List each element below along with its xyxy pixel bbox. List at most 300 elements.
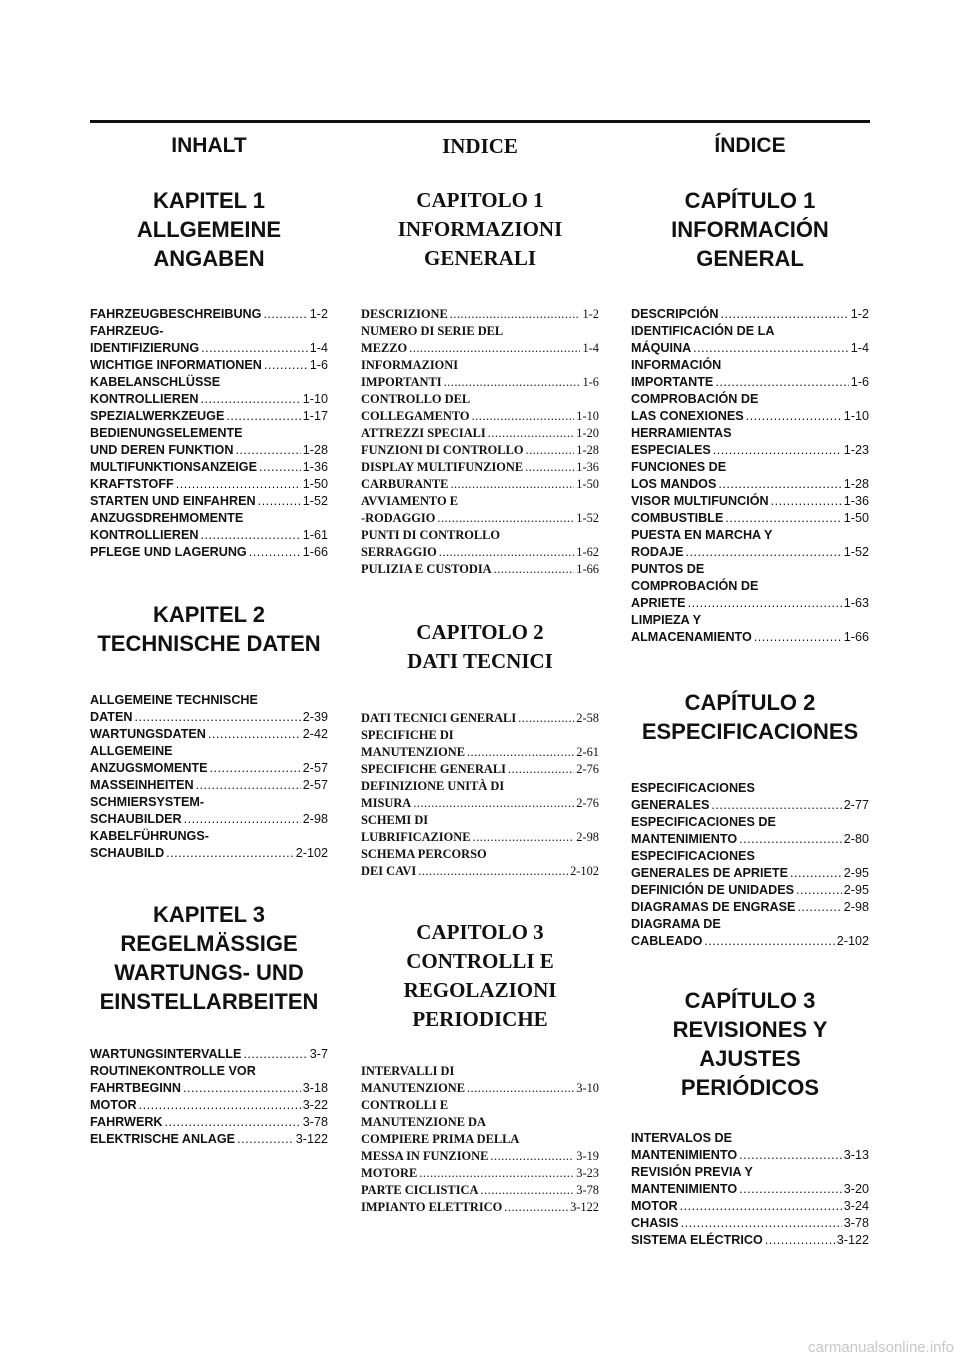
entry-row bbox=[90, 1097, 328, 1114]
entry-row bbox=[90, 391, 328, 408]
dot-leader bbox=[413, 795, 574, 812]
entry-title-line: APRIETE bbox=[631, 596, 686, 610]
dot-leader bbox=[419, 1165, 574, 1182]
entry-title-line: ESPECIFICACIONES bbox=[631, 849, 755, 863]
column-header: INHALT bbox=[171, 134, 247, 157]
toc-entry[interactable] bbox=[631, 510, 869, 527]
toc-entry[interactable] bbox=[631, 916, 869, 950]
page-number: 1-28 bbox=[843, 477, 869, 491]
entry-title-line: AVVIAMENTO E bbox=[361, 494, 458, 508]
entry-title-line: RODAJE bbox=[631, 545, 684, 559]
toc-entry[interactable] bbox=[90, 476, 328, 493]
entry-title-line: CONTROLLO DEL bbox=[361, 392, 471, 406]
entry-title-line: SCHAUBILDER bbox=[90, 812, 182, 826]
entry-title-line: MANTENIMIENTO bbox=[631, 1148, 738, 1162]
entry-row bbox=[631, 899, 869, 916]
toc-entry[interactable] bbox=[90, 726, 328, 743]
entry-title-line: CHASIS bbox=[631, 1216, 679, 1230]
dot-leader bbox=[467, 1080, 574, 1097]
entry-row bbox=[361, 510, 599, 527]
toc-entry[interactable] bbox=[361, 1097, 599, 1165]
toc-entry[interactable] bbox=[361, 812, 599, 846]
toc-entry[interactable] bbox=[361, 1182, 599, 1199]
entry-row bbox=[631, 933, 869, 950]
toc-entry[interactable] bbox=[90, 692, 328, 726]
entry-title-line: WARTUNGSINTERVALLE bbox=[90, 1047, 242, 1061]
toc-entry[interactable] bbox=[361, 442, 599, 459]
entry-title-line: KONTROLLIEREN bbox=[90, 392, 199, 406]
chapter-title-line: CAPÍTULO 3 bbox=[684, 988, 816, 1013]
column-spanish bbox=[631, 128, 869, 1247]
entry-row bbox=[631, 629, 869, 646]
toc-entry[interactable] bbox=[90, 794, 328, 828]
chapter-title bbox=[90, 600, 328, 658]
entry-title-line: PULIZIA E CUSTODIA bbox=[361, 562, 492, 576]
entry-title-line: MANTENIMIENTO bbox=[631, 1182, 738, 1196]
dot-leader bbox=[439, 544, 575, 561]
entry-title-line: PARTE CICLISTICA bbox=[361, 1183, 479, 1197]
entry-title-line: MESSA IN FUNZIONE bbox=[361, 1149, 489, 1163]
page-number: 1-50 bbox=[302, 477, 328, 491]
entry-title-line: WARTUNGSDATEN bbox=[90, 727, 206, 741]
entry-row bbox=[90, 459, 328, 476]
column-german bbox=[90, 128, 328, 1146]
entry-title-line: COMPIERE PRIMA DELLA bbox=[361, 1132, 520, 1146]
toc-entry[interactable] bbox=[90, 743, 328, 777]
chapter-title-line: ANGABEN bbox=[153, 246, 265, 271]
dot-leader bbox=[713, 442, 842, 459]
entry-row bbox=[90, 1131, 328, 1148]
dot-leader bbox=[201, 340, 308, 357]
dot-leader bbox=[725, 510, 841, 527]
toc-entry[interactable] bbox=[361, 846, 599, 880]
toc-entry[interactable] bbox=[631, 1232, 869, 1249]
dot-leader bbox=[259, 459, 301, 476]
dot-leader bbox=[680, 1198, 842, 1215]
entry-title-line: MANUTENZIONE DA bbox=[361, 1115, 486, 1129]
page-number: 1-36 bbox=[576, 460, 599, 474]
page-number: 1-66 bbox=[302, 545, 328, 559]
dot-leader bbox=[196, 777, 301, 794]
entry-title-line: FAHRZEUG- bbox=[90, 324, 164, 338]
entry-title-line: ALMACENAMIENTO bbox=[631, 630, 752, 644]
entry-title-line: SPECIFICHE DI bbox=[361, 728, 454, 742]
dot-leader bbox=[243, 1046, 307, 1063]
toc-entry[interactable] bbox=[90, 459, 328, 476]
toc-entry[interactable] bbox=[90, 357, 328, 374]
dot-leader bbox=[490, 1148, 574, 1165]
entry-title-line: SCHEMI DI bbox=[361, 813, 429, 827]
entry-title-line: SCHAUBILD bbox=[90, 846, 165, 860]
page-number: 2-58 bbox=[576, 711, 599, 725]
page-number: 1-2 bbox=[309, 307, 328, 321]
entry-title-line: BEDIENUNGSELEMENTE bbox=[90, 426, 243, 440]
toc-entry[interactable] bbox=[361, 710, 599, 727]
entry-title-line: NUMERO DI SERIE DEL bbox=[361, 324, 504, 338]
dot-leader bbox=[518, 710, 574, 727]
entry-title-line: LUBRIFICAZIONE bbox=[361, 830, 471, 844]
dot-leader bbox=[263, 306, 307, 323]
entry-title-line: PUNTOS DE bbox=[631, 562, 705, 576]
entry-title-line: COMPROBACIÓN DE bbox=[631, 579, 759, 593]
chapter-title-line: KAPITEL 3 bbox=[152, 902, 266, 927]
chapter-title-line: WARTUNGS- UND bbox=[114, 960, 304, 985]
toc-entry[interactable] bbox=[361, 493, 599, 527]
entry-row bbox=[361, 459, 599, 476]
page-number: 2-77 bbox=[843, 798, 869, 812]
entry-row bbox=[361, 863, 599, 880]
entry-title-line: MASSEINHEITEN bbox=[90, 778, 194, 792]
dot-leader bbox=[688, 595, 842, 612]
chapter-title-line: CAPITOLO 1 bbox=[416, 188, 544, 212]
entry-row bbox=[631, 1181, 869, 1198]
dot-leader bbox=[790, 865, 842, 882]
page-number: 1-6 bbox=[582, 375, 599, 389]
toc-entry[interactable] bbox=[361, 323, 599, 357]
chapter-title-line: KAPITEL 2 bbox=[152, 602, 266, 627]
chapter-title bbox=[90, 186, 328, 273]
dot-leader bbox=[183, 1080, 301, 1097]
entry-title-line: COMPROBACIÓN DE bbox=[631, 392, 759, 406]
entry-title-line: FUNZIONI DI CONTROLLO bbox=[361, 443, 524, 457]
toc-entry[interactable] bbox=[631, 1198, 869, 1215]
page-number: 1-52 bbox=[843, 545, 869, 559]
toc-entry[interactable] bbox=[90, 544, 328, 561]
toc-entry[interactable] bbox=[361, 1199, 599, 1216]
dot-leader bbox=[235, 442, 300, 459]
dot-leader bbox=[249, 544, 301, 561]
watermark: carmanualsonline.info bbox=[808, 1339, 954, 1356]
toc-list bbox=[90, 692, 328, 862]
entry-row bbox=[90, 408, 328, 425]
entry-title-line: INFORMACIÓN bbox=[631, 358, 722, 372]
toc-entry[interactable] bbox=[90, 408, 328, 425]
entry-row bbox=[90, 777, 328, 794]
dot-leader bbox=[134, 709, 300, 726]
toc-entry[interactable] bbox=[631, 882, 869, 899]
dot-leader bbox=[739, 831, 842, 848]
dot-leader bbox=[184, 811, 301, 828]
page-number: 2-76 bbox=[576, 762, 599, 776]
entry-row bbox=[90, 1046, 328, 1063]
entry-row bbox=[361, 761, 599, 778]
dot-leader bbox=[166, 845, 294, 862]
page-number: 1-4 bbox=[309, 341, 328, 355]
toc-entry[interactable] bbox=[361, 561, 599, 578]
entry-title-line: DESCRIZIONE bbox=[361, 307, 448, 321]
dot-leader bbox=[418, 863, 568, 880]
toc-entry[interactable] bbox=[631, 493, 869, 510]
top-rule bbox=[90, 120, 870, 123]
dot-leader bbox=[494, 561, 575, 578]
entry-title-line: ALLGEMEINE bbox=[90, 744, 173, 758]
toc-list bbox=[631, 780, 869, 950]
page-number: 1-6 bbox=[850, 375, 869, 389]
toc-entry[interactable] bbox=[361, 727, 599, 761]
dot-leader bbox=[525, 459, 574, 476]
toc-entry[interactable] bbox=[631, 459, 869, 493]
dot-leader bbox=[210, 760, 301, 777]
entry-row bbox=[90, 442, 328, 459]
chapter-title-line: GENERAL bbox=[696, 246, 804, 271]
page-number: 3-18 bbox=[302, 1081, 328, 1095]
page-number: 2-57 bbox=[302, 761, 328, 775]
page-number: 1-20 bbox=[576, 426, 599, 440]
entry-title-line: LAS CONEXIONES bbox=[631, 409, 744, 423]
entry-title-line: SCHEMA PERCORSO bbox=[361, 847, 487, 861]
entry-title-line: MANTENIMIENTO bbox=[631, 832, 738, 846]
toc-entry[interactable] bbox=[631, 1215, 869, 1232]
entry-title-line: DIAGRAMA DE bbox=[631, 917, 721, 931]
entry-title-line: INTERVALLI DI bbox=[361, 1064, 455, 1078]
toc-entry[interactable] bbox=[361, 357, 599, 391]
toc-entry[interactable] bbox=[631, 848, 869, 882]
dot-leader bbox=[715, 374, 848, 391]
toc-entry[interactable] bbox=[631, 425, 869, 459]
entry-row bbox=[631, 510, 869, 527]
dot-leader bbox=[437, 510, 574, 527]
entry-row bbox=[361, 561, 599, 578]
page-number: 1-63 bbox=[843, 596, 869, 610]
entry-title-line: INTERVALOS DE bbox=[631, 1131, 732, 1145]
entry-row bbox=[361, 1199, 599, 1216]
entry-row bbox=[90, 544, 328, 561]
toc-entry[interactable] bbox=[631, 780, 869, 814]
toc-entry[interactable] bbox=[90, 323, 328, 357]
entry-title-line: IMPORTANTE bbox=[631, 375, 714, 389]
entry-row bbox=[90, 340, 328, 357]
page-number: 2-98 bbox=[576, 830, 599, 844]
page-number: 3-22 bbox=[302, 1098, 328, 1112]
entry-row bbox=[361, 795, 599, 812]
page-number: 3-78 bbox=[302, 1115, 328, 1129]
page-number: 3-19 bbox=[576, 1149, 599, 1163]
toc-entry[interactable] bbox=[90, 777, 328, 794]
page-number: 2-57 bbox=[302, 778, 328, 792]
entry-title-line: MISURA bbox=[361, 796, 412, 810]
page-number: 1-2 bbox=[850, 307, 869, 321]
dot-leader bbox=[264, 357, 308, 374]
entry-title-line: SPECIFICHE GENERALI bbox=[361, 762, 506, 776]
dot-leader bbox=[237, 1131, 294, 1148]
entry-row bbox=[361, 340, 599, 357]
column-header: INDICE bbox=[442, 134, 518, 158]
entry-title-line: IDENTIFIZIERUNG bbox=[90, 341, 200, 355]
toc-entry[interactable] bbox=[361, 1063, 599, 1097]
entry-row bbox=[631, 476, 869, 493]
page-number: 1-28 bbox=[576, 443, 599, 457]
column-header: ÍNDICE bbox=[714, 134, 786, 157]
entry-row bbox=[631, 831, 869, 848]
toc-entry[interactable] bbox=[90, 510, 328, 544]
entry-title-line: SERRAGGIO bbox=[361, 545, 437, 559]
chapter-title bbox=[90, 900, 328, 1016]
toc-entry[interactable] bbox=[361, 761, 599, 778]
chapter-title-line: AJUSTES bbox=[699, 1046, 801, 1071]
toc-entry[interactable] bbox=[631, 561, 869, 612]
entry-row bbox=[361, 744, 599, 761]
entry-title-line: UND DEREN FUNKTION bbox=[90, 443, 234, 457]
page-number: 1-52 bbox=[576, 511, 599, 525]
dot-leader bbox=[226, 408, 300, 425]
page-number: 3-122 bbox=[570, 1200, 599, 1214]
entry-row bbox=[90, 709, 328, 726]
page-number: 3-24 bbox=[843, 1199, 869, 1213]
toc-entry[interactable] bbox=[631, 306, 869, 323]
page-number: 1-61 bbox=[302, 528, 328, 542]
toc-entry[interactable] bbox=[90, 1114, 328, 1131]
toc-entry[interactable] bbox=[361, 476, 599, 493]
entry-title-line: FUNCIONES DE bbox=[631, 460, 727, 474]
page-number: 3-13 bbox=[843, 1148, 869, 1162]
toc-entry[interactable] bbox=[631, 357, 869, 391]
entry-title-line: KRAFTSTOFF bbox=[90, 477, 174, 491]
dot-leader bbox=[467, 744, 574, 761]
page-number: 1-62 bbox=[576, 545, 599, 559]
entry-row bbox=[631, 882, 869, 899]
toc-entry[interactable] bbox=[631, 612, 869, 646]
entry-title-line: IMPIANTO ELETTRICO bbox=[361, 1200, 503, 1214]
toc-entry[interactable] bbox=[631, 814, 869, 848]
toc-entry[interactable] bbox=[90, 1097, 328, 1114]
dot-leader bbox=[200, 527, 300, 544]
dot-leader bbox=[504, 1199, 568, 1216]
toc-entry[interactable] bbox=[361, 527, 599, 561]
entry-title-line: FAHRTBEGINN bbox=[90, 1081, 181, 1095]
chapter-title-line: REVISIONES Y bbox=[672, 1017, 828, 1042]
entry-row bbox=[90, 476, 328, 493]
entry-row bbox=[90, 357, 328, 374]
page-number: 2-42 bbox=[302, 727, 328, 741]
dot-leader bbox=[208, 726, 301, 743]
entry-title-line: SPEZIALWERKZEUGE bbox=[90, 409, 225, 423]
entry-row bbox=[361, 476, 599, 493]
toc-entry[interactable] bbox=[361, 391, 599, 425]
entry-title-line: GENERALES DE APRIETE bbox=[631, 866, 788, 880]
toc-entry[interactable] bbox=[90, 374, 328, 408]
toc-entry[interactable] bbox=[631, 1164, 869, 1198]
page-number: 2-98 bbox=[843, 900, 869, 914]
toc-entry[interactable] bbox=[631, 1130, 869, 1164]
toc-entry[interactable] bbox=[90, 828, 328, 862]
entry-row bbox=[361, 442, 599, 459]
entry-title-line: DATI TECNICI GENERALI bbox=[361, 711, 517, 725]
page-number: 2-39 bbox=[302, 710, 328, 724]
entry-title-line: DISPLAY MULTIFUNZIONE bbox=[361, 460, 524, 474]
page-number: 2-95 bbox=[843, 883, 869, 897]
page-number: 1-52 bbox=[302, 494, 328, 508]
entry-title-line: FAHRZEUGBESCHREIBUNG bbox=[90, 307, 262, 321]
dot-leader bbox=[771, 493, 842, 510]
chapter-title bbox=[361, 186, 599, 273]
entry-title-line: DESCRIPCIÓN bbox=[631, 307, 719, 321]
entry-title-line: INFORMAZIONI bbox=[361, 358, 459, 372]
entry-title-line: ELEKTRISCHE ANLAGE bbox=[90, 1132, 236, 1146]
page-number: 2-95 bbox=[843, 866, 869, 880]
entry-row bbox=[90, 1080, 328, 1097]
dot-leader bbox=[450, 306, 581, 323]
entry-title-line: GENERALES bbox=[631, 798, 710, 812]
toc-list bbox=[361, 1063, 599, 1216]
toc-entry[interactable] bbox=[361, 459, 599, 476]
chapter-title-line: REGOLAZIONI bbox=[403, 978, 557, 1002]
entry-title-line: ANZUGSMOMENTE bbox=[90, 761, 208, 775]
entry-row bbox=[361, 306, 599, 323]
page-number: 1-50 bbox=[843, 511, 869, 525]
page-number: 1-66 bbox=[576, 562, 599, 576]
toc-entry[interactable] bbox=[361, 1165, 599, 1182]
page-number: 3-10 bbox=[576, 1081, 599, 1095]
dot-leader bbox=[797, 899, 841, 916]
toc-entry[interactable] bbox=[90, 1063, 328, 1097]
toc-entry[interactable] bbox=[361, 425, 599, 442]
toc-entry[interactable] bbox=[631, 899, 869, 916]
entry-row bbox=[361, 1080, 599, 1097]
entry-title-line: COLLEGAMENTO bbox=[361, 409, 470, 423]
toc-entry[interactable] bbox=[90, 1046, 328, 1063]
entry-title-line: WICHTIGE INFORMATIONEN bbox=[90, 358, 262, 372]
entry-row bbox=[90, 1114, 328, 1131]
entry-title-line: ALLGEMEINE TECHNISCHE bbox=[90, 693, 258, 707]
chapter-title-line: CAPITOLO 3 bbox=[416, 920, 544, 944]
toc-entry[interactable] bbox=[90, 425, 328, 459]
chapter-title-line: EINSTELLARBEITEN bbox=[99, 989, 319, 1014]
entry-row bbox=[631, 544, 869, 561]
entry-title-line: KABELFÜHRUNGS- bbox=[90, 829, 209, 843]
chapter-title bbox=[361, 918, 599, 1034]
entry-row bbox=[631, 306, 869, 323]
page-number: 1-2 bbox=[582, 307, 599, 321]
entry-row bbox=[361, 425, 599, 442]
entry-title-line: DEI CAVI bbox=[361, 864, 417, 878]
page-number: 2-76 bbox=[576, 796, 599, 810]
toc-entry[interactable] bbox=[90, 306, 328, 323]
toc-entry[interactable] bbox=[631, 323, 869, 357]
entry-row bbox=[631, 1198, 869, 1215]
entry-row bbox=[361, 544, 599, 561]
entry-row bbox=[90, 306, 328, 323]
entry-title-line: KABELANSCHLÜSSE bbox=[90, 375, 221, 389]
dot-leader bbox=[681, 1215, 842, 1232]
entry-row bbox=[631, 1215, 869, 1232]
dot-leader bbox=[488, 425, 575, 442]
entry-title-line: DEFINICIÓN DE UNIDADES bbox=[631, 883, 795, 897]
toc-entry[interactable] bbox=[90, 1131, 328, 1148]
toc-entry[interactable] bbox=[631, 527, 869, 561]
toc-list bbox=[90, 1046, 328, 1148]
page-number: 3-78 bbox=[576, 1183, 599, 1197]
dot-leader bbox=[796, 882, 842, 899]
dot-leader bbox=[472, 408, 575, 425]
dot-leader bbox=[258, 493, 301, 510]
entry-title-line: ESPECIALES bbox=[631, 443, 711, 457]
toc-entry[interactable] bbox=[631, 391, 869, 425]
toc-entry[interactable] bbox=[90, 493, 328, 510]
chapter-title-line: PERIÓDICOS bbox=[680, 1075, 820, 1100]
toc-entry[interactable] bbox=[361, 306, 599, 323]
entry-title-line: CARBURANTE bbox=[361, 477, 449, 491]
entry-row bbox=[631, 493, 869, 510]
entry-title-line: PFLEGE UND LAGERUNG bbox=[90, 545, 247, 559]
entry-row bbox=[631, 1147, 869, 1164]
entry-title-line: LIMPIEZA Y bbox=[631, 613, 701, 627]
entry-title-line: MOTORE bbox=[361, 1166, 418, 1180]
toc-entry[interactable] bbox=[361, 778, 599, 812]
entry-title-line: DIAGRAMAS DE ENGRASE bbox=[631, 900, 796, 914]
dot-leader bbox=[685, 544, 841, 561]
entry-title-line: MULTIFUNKTIONSANZEIGE bbox=[90, 460, 257, 474]
entry-title-line: ANZUGSDREHMOMENTE bbox=[90, 511, 244, 525]
